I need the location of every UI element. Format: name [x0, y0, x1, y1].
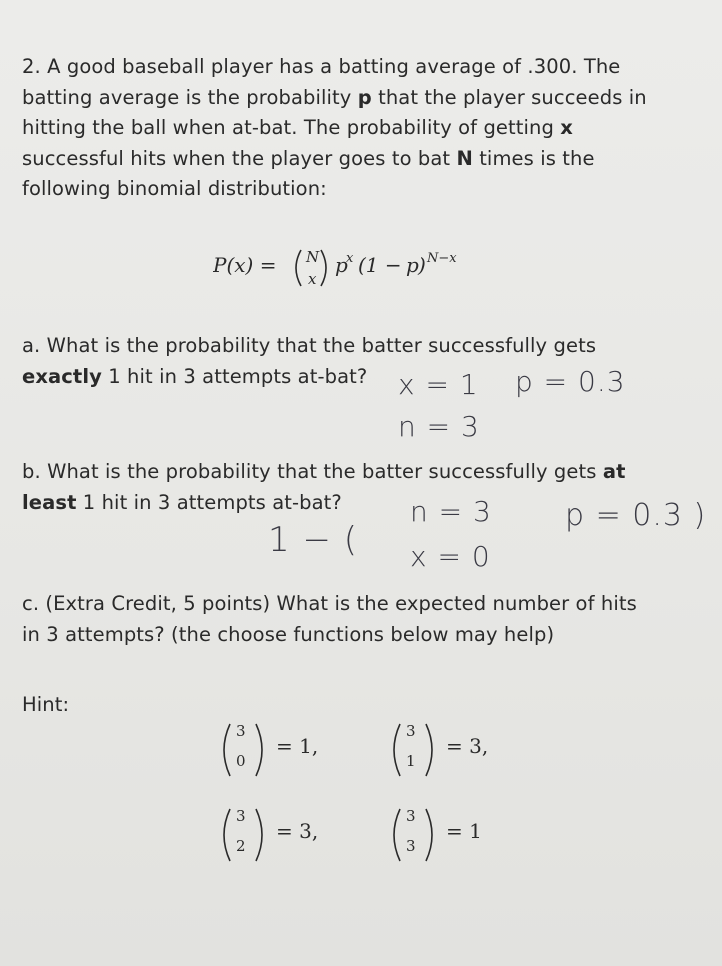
qb-bold-at: at: [602, 460, 626, 483]
intro-text: hitting the ball when at-bat. The probability of getting: [22, 116, 561, 139]
intro-line-3: [22, 113, 712, 144]
intro-line-1: 2. A good baseball player has a batting average of .300. The: [22, 55, 621, 78]
handwritten-x-equals-0: x = 0: [410, 540, 491, 573]
qc-line-1: c. (Extra Credit, 5 points) What is the expected number of hits: [22, 592, 637, 615]
hint-binom-3-2: [218, 805, 338, 865]
qb-bold-least: least: [22, 490, 77, 514]
binom-parens: [218, 720, 278, 780]
intro-line-4: [22, 144, 712, 175]
qa-line-1: a. What is the probability that the batter successfully gets: [22, 334, 597, 357]
hint-binom-3-0: [218, 720, 338, 780]
binom-parens: [218, 805, 278, 865]
handwritten-x-equals-1: x = 1: [398, 368, 479, 401]
binom-n: 3: [236, 807, 246, 825]
binom-k: 3: [406, 837, 416, 855]
binom-value: = 1: [446, 819, 482, 843]
svg-text:): ): [418, 253, 426, 277]
binom-n: 3: [236, 722, 246, 740]
question-c: [22, 589, 712, 650]
intro-text: batting average is the probability: [22, 85, 358, 109]
binomial-formula: [213, 232, 513, 297]
binom-n: 3: [406, 722, 416, 740]
qa-bold-exactly: exactly: [22, 364, 102, 388]
binomial-formula-graphic: [213, 232, 513, 292]
binom-value: = 1,: [276, 734, 319, 758]
qb-line-1: [22, 457, 712, 488]
variable-p: p: [357, 85, 372, 109]
hint-binom-3-3: [388, 805, 508, 865]
hint-binom-3-1: [388, 720, 508, 780]
qb-text: 1 hit in 3 attempts at-bat?: [76, 490, 342, 514]
binom-parens: [388, 720, 448, 780]
binom-parens: [388, 805, 448, 865]
intro-text: times is the: [472, 146, 595, 170]
handwritten-p-equals-0-3: p = 0.3: [515, 365, 626, 398]
svg-text:x: x: [346, 251, 354, 266]
handwritten-one-minus: 1 − (: [268, 520, 358, 560]
svg-text:(1 −: (1 −: [358, 253, 402, 277]
qb-text: b. What is the probability that the batter successfully gets: [22, 460, 603, 483]
binom-n: 3: [406, 807, 416, 825]
svg-text:P(x) =: P(x) =: [213, 253, 277, 277]
handwritten-p-equals-0-3-b: p = 0.3 ): [565, 498, 707, 533]
variable-N: N: [456, 146, 473, 170]
svg-text:N: N: [306, 248, 320, 266]
intro-text: successful hits when the player goes to bat: [22, 146, 457, 170]
svg-text:N−x: N−x: [427, 251, 457, 266]
binom-k: 0: [236, 752, 246, 770]
hint-label: Hint:: [22, 693, 70, 716]
intro-line-2: [22, 83, 712, 114]
intro-text: that the player succeeds in: [371, 85, 647, 109]
qa-text: 1 hit in 3 attempts at-bat?: [101, 364, 368, 388]
binom-k: 2: [236, 837, 246, 855]
svg-text:p: p: [406, 253, 419, 277]
binom-value: = 3,: [276, 819, 319, 843]
svg-text:x: x: [308, 270, 317, 288]
binom-value: = 3,: [446, 734, 489, 758]
svg-text:p: p: [335, 253, 348, 277]
handwritten-n-equals-3: n = 3: [398, 410, 480, 443]
intro-line-5: following binomial distribution:: [22, 177, 327, 200]
question-2-intro: [22, 52, 712, 205]
qc-line-2: in 3 attempts? (the choose functions below may help): [22, 622, 555, 646]
variable-x: x: [560, 116, 573, 139]
binom-k: 1: [406, 752, 416, 770]
handwritten-n-equals-3-b: n = 3: [410, 495, 492, 528]
